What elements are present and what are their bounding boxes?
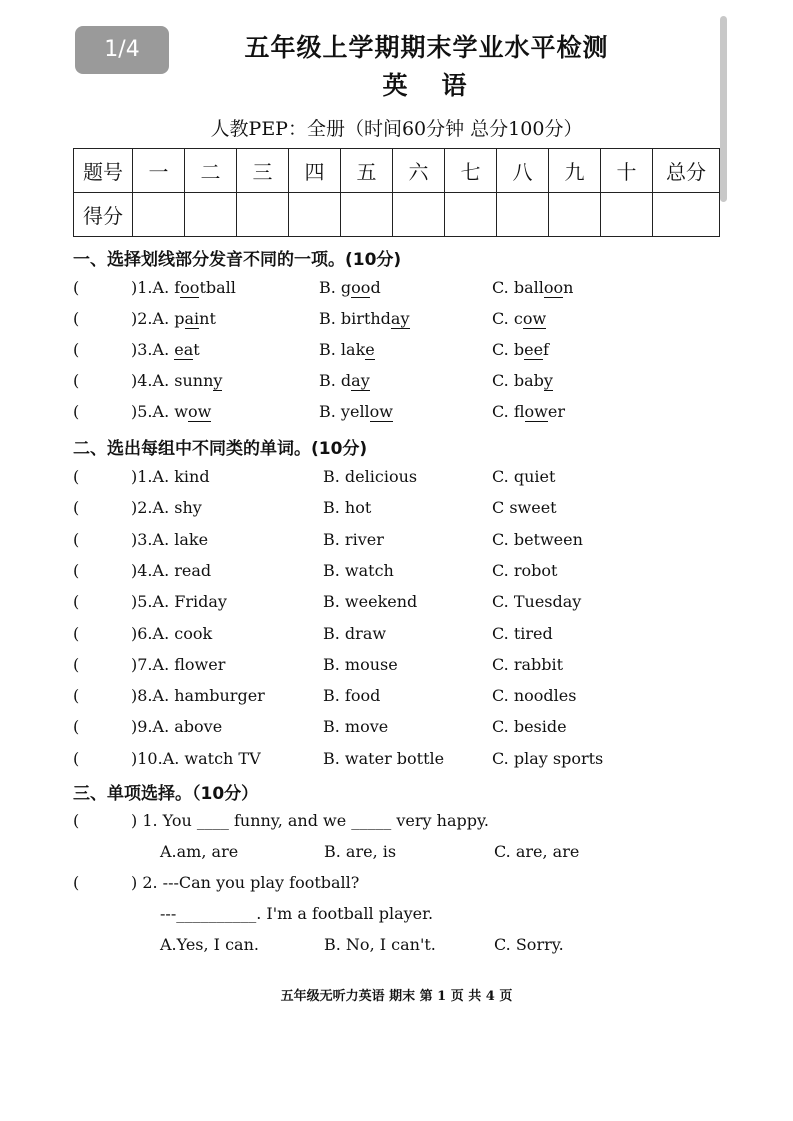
score-cell (341, 193, 393, 237)
underlined-letters: ai (184, 309, 200, 328)
s3-q1-option-b: B. are, is (324, 842, 397, 861)
score-table (73, 148, 720, 237)
s2-q1-option-a: )1.A. kind (131, 467, 210, 486)
exam-subtitle: 人教PEP：全册（时间60分钟 总分100分） (210, 118, 583, 140)
s2-q7-option-a: )7.A. flower (131, 654, 226, 674)
s1-q1-option-b (319, 278, 381, 297)
s1-q2-option-c (492, 309, 546, 328)
score-cell (445, 193, 497, 237)
score-header-cell: 七 (445, 149, 497, 193)
underlined-letters: ow (524, 402, 548, 421)
s2-q1-option-b: B. delicious (323, 467, 418, 486)
section1-title: 一、选择划线部分发音不同的一项。(10分) (73, 250, 402, 270)
s2-q4-option-c: C. robot (492, 560, 558, 580)
word-part: w (174, 402, 188, 421)
exam-subject: 英语 (382, 71, 501, 100)
score-header-cell: 十 (601, 149, 653, 193)
page-footer: 五年级无听力英语 期末 第 1 页 共 4 页 (280, 989, 513, 1004)
score-header-cell: 九 (549, 149, 601, 193)
s2-q4-option-b: B. watch (323, 560, 394, 580)
s3-q1-option-c: C. are, are (494, 842, 580, 861)
word-part: C. c (492, 309, 523, 328)
question-number: )4.A. (131, 371, 170, 390)
s2-q2-option-a: )2.A. shy (131, 498, 202, 518)
s2-q9-option-c: C. beside (492, 717, 567, 737)
s2-q3-option-c: C. between (492, 529, 583, 549)
underlined-letters: ee (524, 340, 544, 359)
s1-q5-option-b (319, 402, 393, 421)
s2-q9-option-b: B. move (323, 717, 389, 737)
score-cell (549, 193, 601, 237)
word-part: C. b (492, 340, 525, 359)
word-part: C. fl (492, 402, 525, 421)
s2-q3-option-b: B. river (323, 529, 384, 549)
answer-paren: ( (73, 467, 80, 486)
s1-q2-option-b (319, 309, 410, 328)
s2-q7-option-c: C. rabbit (492, 654, 564, 674)
s2-q4-option-a: )4.A. read (131, 560, 212, 580)
answer-paren: ( (73, 340, 80, 359)
question-number: )3.A. (131, 340, 170, 359)
score-header-cell: 题号 (74, 149, 133, 193)
s3-q1-option-a: A.am, are (160, 842, 239, 861)
word-part: f (174, 278, 181, 297)
answer-paren: ( (73, 748, 80, 768)
score-cell (601, 193, 653, 237)
score-header-cell: 五 (341, 149, 393, 193)
word-part: f (543, 340, 549, 359)
underlined-letters: ow (187, 402, 212, 421)
answer-paren: ( (73, 654, 80, 674)
word-part: p (174, 309, 185, 328)
answer-paren: ( (73, 686, 80, 706)
word-part: t (193, 340, 200, 359)
s1-q2-option-a (131, 309, 216, 328)
s2-q2-option-b: B. hot (323, 498, 372, 518)
s3-q2-option-c: C. Sorry. (494, 935, 564, 954)
score-cell (653, 193, 720, 237)
score-row-label: 得分 (74, 193, 133, 237)
answer-paren: ( (73, 623, 80, 643)
score-header-cell: 三 (237, 149, 289, 193)
s2-q10-option-c: C. play sports (492, 748, 604, 768)
s2-q2-option-c: C sweet (492, 498, 557, 518)
answer-paren: ( (73, 402, 80, 421)
score-header-cell: 一 (133, 149, 185, 193)
score-header-cell: 二 (185, 149, 237, 193)
underlined-letters: oo (543, 278, 564, 297)
underlined-letters: oo (351, 278, 371, 297)
s2-q5-option-b: B. weekend (323, 592, 418, 612)
underlined-letters: ow (369, 402, 393, 421)
word-part: B. yell (319, 402, 370, 421)
score-table-score-row (74, 193, 720, 237)
s2-q6-option-c: C. tired (492, 623, 553, 643)
answer-paren: ( (73, 560, 80, 580)
word-part: C. bab (492, 371, 544, 390)
s1-q3-option-a (131, 340, 200, 359)
answer-paren: ( (73, 278, 80, 297)
s3-q2-stem: ) 2. ---Can you play football? (131, 873, 360, 892)
word-part: n (563, 278, 574, 297)
score-cell (289, 193, 341, 237)
underlined-letters: ay (351, 371, 370, 390)
s3-q2-option-b: B. No, I can't. (324, 935, 436, 954)
section2-title: 二、选出每组中不同类的单词。(10分) (73, 439, 368, 459)
word-part: d (370, 278, 381, 297)
answer-paren: ( (73, 811, 80, 830)
s2-q3-option-a: )3.A. lake (131, 529, 209, 549)
s1-q4-option-a (131, 371, 222, 390)
score-cell (185, 193, 237, 237)
underlined-letters: y (543, 371, 553, 390)
word-part: B. birthd (319, 309, 391, 328)
underlined-letters: oo (180, 278, 200, 297)
s1-q4-option-c (492, 371, 553, 390)
s1-q5-option-c (492, 402, 565, 421)
underlined-letters: ay (390, 309, 410, 328)
score-header-cell: 八 (497, 149, 549, 193)
s1-q3-option-c (492, 340, 549, 359)
s2-q5-option-a: )5.A. Friday (131, 592, 227, 612)
answer-paren: ( (73, 592, 80, 612)
s2-q8-option-c: C. noodles (492, 686, 577, 706)
answer-paren: ( (73, 873, 80, 892)
s2-q9-option-a: )9.A. above (131, 717, 223, 737)
word-part: sunn (174, 371, 214, 390)
s2-q8-option-a: )8.A. hamburger (131, 686, 265, 706)
page-indicator[interactable]: 1/4 (75, 26, 169, 74)
underlined-letters: ow (522, 309, 547, 328)
s1-q4-option-b (319, 371, 370, 390)
s1-q5-option-a (131, 402, 211, 421)
score-cell (237, 193, 289, 237)
underlined-letters: e (365, 340, 375, 359)
answer-paren: ( (73, 717, 80, 737)
s1-q3-option-b (319, 340, 375, 359)
word-part: tball (199, 278, 236, 297)
underlined-letters: ea (174, 340, 194, 359)
s2-q10-option-a: )10.A. watch TV (131, 748, 261, 768)
answer-paren: ( (73, 529, 80, 549)
answer-paren: ( (73, 309, 80, 328)
underlined-letters: y (213, 371, 223, 390)
question-number: )2.A. (131, 309, 170, 328)
s3-q2-line2: ---__________. I'm a football player. (160, 904, 434, 923)
score-cell (497, 193, 549, 237)
answer-paren: ( (73, 498, 80, 518)
score-table-header-row (74, 149, 720, 193)
word-part: B. g (319, 278, 352, 297)
score-header-cell: 四 (289, 149, 341, 193)
score-header-cell: 总分 (653, 149, 720, 193)
exam-title: 五年级上学期期末学业水平检测 (244, 33, 609, 62)
question-number: )5.A. (131, 402, 170, 421)
word-part: B. lak (319, 340, 366, 359)
s2-q10-option-b: B. water bottle (323, 748, 445, 768)
s2-q5-option-c: C. Tuesday (492, 592, 582, 612)
s1-q1-option-c (492, 278, 573, 297)
s2-q8-option-b: B. food (323, 686, 381, 706)
score-cell (393, 193, 445, 237)
word-part: nt (199, 309, 216, 328)
s3-q1-stem: ) 1. You ____ funny, and we _____ very happy. (131, 811, 489, 830)
s2-q6-option-b: B. draw (323, 623, 387, 643)
s2-q7-option-b: B. mouse (323, 654, 398, 674)
s2-q6-option-a: )6.A. cook (131, 623, 213, 643)
word-part: C. ball (492, 278, 544, 297)
s3-q2-option-a: A.Yes, I can. (160, 935, 259, 954)
word-part: er (547, 402, 565, 421)
question-number: )1.A. (131, 278, 170, 297)
section3-title: 三、单项选择。（10分） (73, 784, 259, 804)
word-part: B. d (319, 371, 352, 390)
s2-q1-option-c: C. quiet (492, 467, 556, 486)
s1-q1-option-a (131, 278, 236, 297)
answer-paren: ( (73, 371, 80, 390)
score-cell (133, 193, 185, 237)
score-header-cell: 六 (393, 149, 445, 193)
